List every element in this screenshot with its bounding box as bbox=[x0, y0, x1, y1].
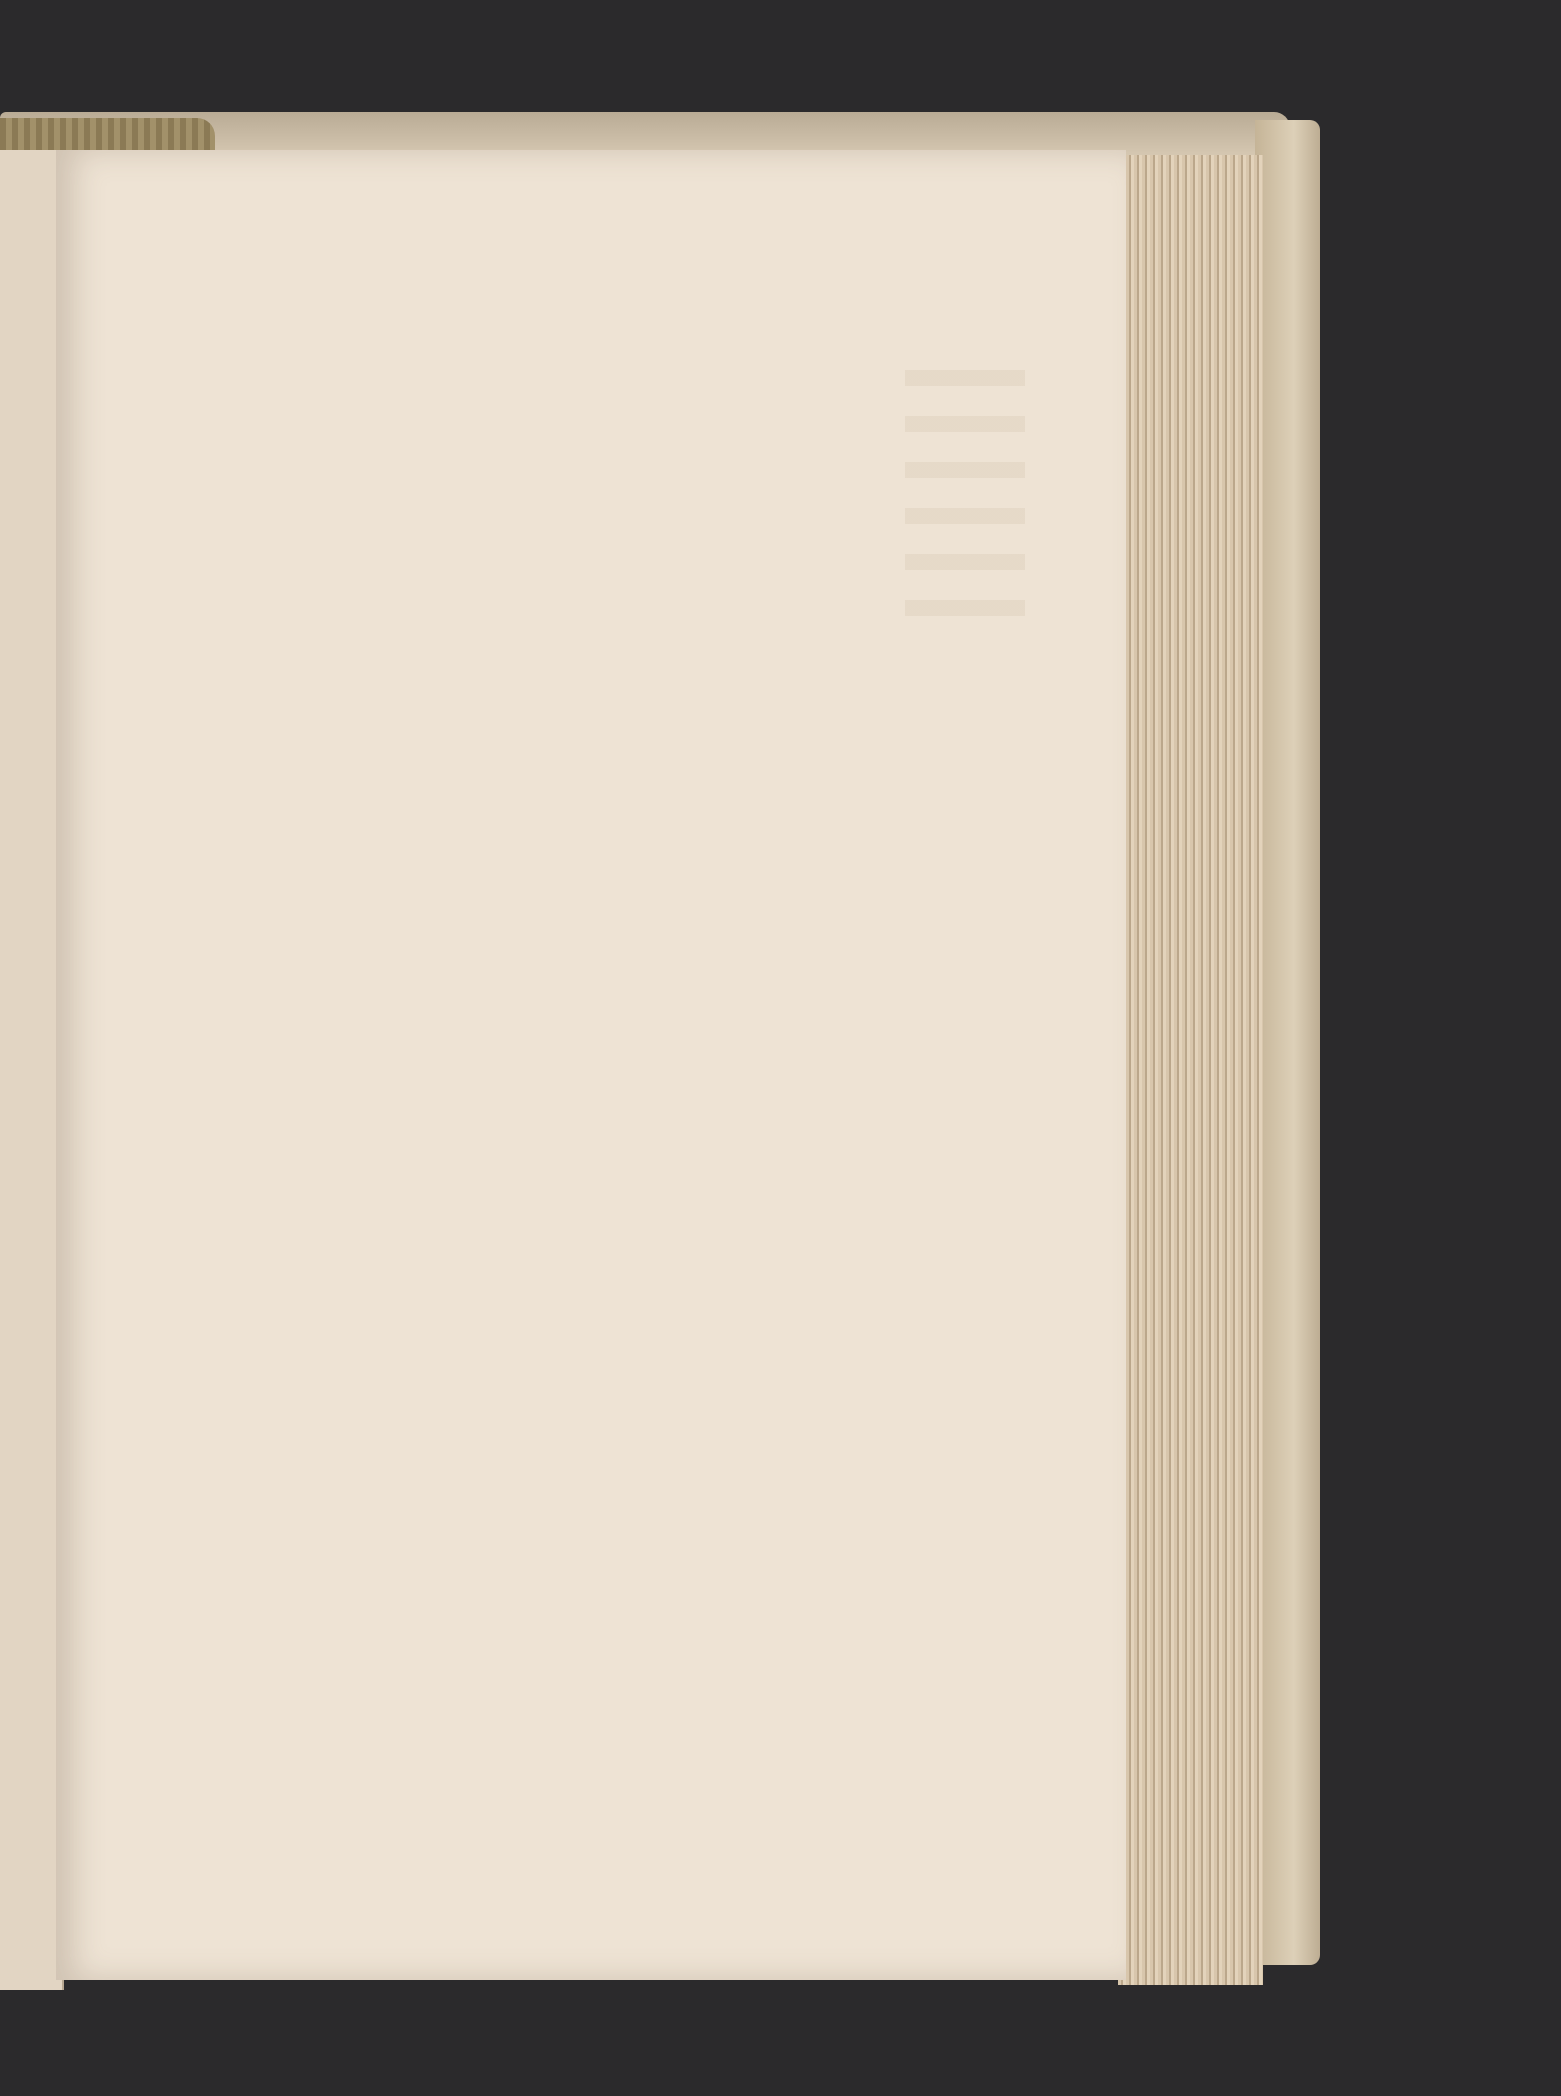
left-facing-page bbox=[0, 150, 64, 1990]
show-through-text bbox=[905, 340, 1025, 630]
page-edges bbox=[1118, 155, 1263, 1985]
heading-line bbox=[98, 1024, 860, 1070]
section-heading bbox=[98, 978, 860, 1070]
heading-line bbox=[98, 978, 860, 1024]
book-cover-edge bbox=[1255, 120, 1320, 1965]
